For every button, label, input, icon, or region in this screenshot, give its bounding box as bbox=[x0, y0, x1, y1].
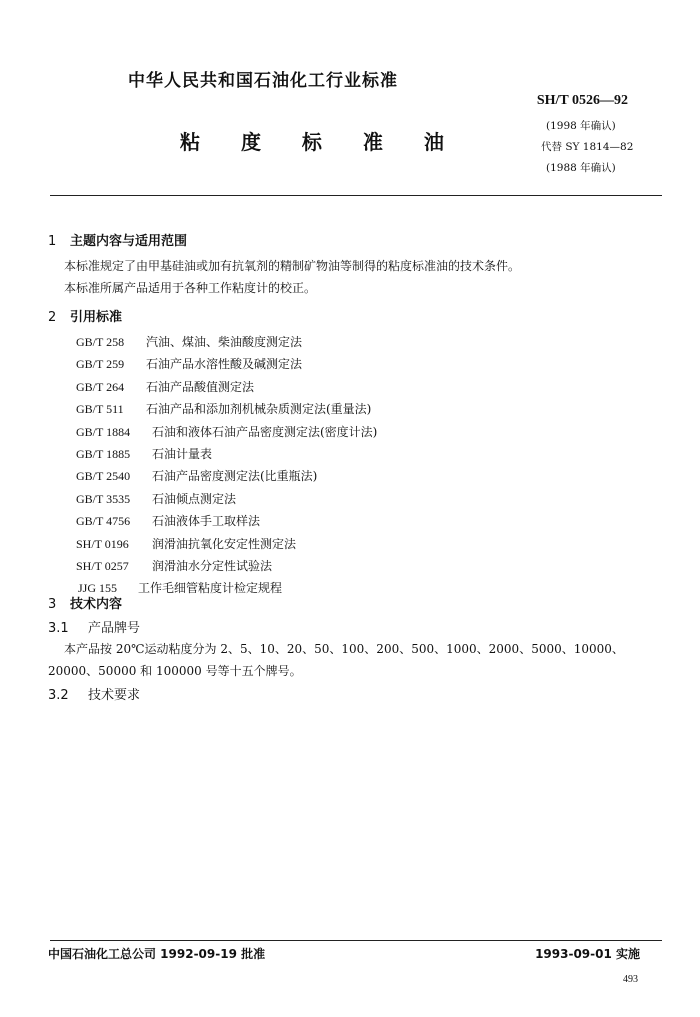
reference-item bbox=[76, 443, 377, 465]
reference-name: 工作毛细管粘度计检定规程 bbox=[138, 581, 283, 596]
grade-paragraph-line: 20000、50000 和 100000 号等十五个牌号。 bbox=[48, 664, 302, 678]
section-1-paragraph: 本标准规定了由甲基硅油或加有抗氧剂的精制矿物油等制得的粘度标准油的技术条件。 bbox=[64, 259, 521, 273]
reference-name: 石油产品密度测定法(比重瓶法) bbox=[152, 469, 318, 484]
reference-item bbox=[76, 376, 377, 398]
header-rule bbox=[50, 195, 662, 196]
reference-code: SH/T 0196 bbox=[76, 536, 129, 551]
reference-item bbox=[76, 465, 377, 487]
reference-item bbox=[76, 421, 377, 443]
standard-meta bbox=[541, 116, 651, 179]
reference-code: GB/T 258 bbox=[76, 335, 125, 349]
reference-name: 石油计量表 bbox=[152, 446, 213, 461]
reference-name: 石油倾点测定法 bbox=[152, 491, 237, 506]
reference-code: SH/T 0257 bbox=[76, 558, 129, 573]
reference-name: 石油液体手工取样法 bbox=[152, 514, 261, 529]
grade-paragraph-line: 本产品按 20℃运动粘度分为 2、5、10、20、50、100、200、500、1000、2000、5000、10000、 bbox=[64, 642, 624, 656]
reference-code: GB/T 1885 bbox=[76, 446, 131, 461]
reference-item bbox=[76, 353, 377, 375]
reference-code: GB/T 264 bbox=[76, 379, 125, 394]
reference-name: 汽油、煤油、柴油酸度测定法 bbox=[146, 335, 303, 349]
reference-item bbox=[76, 398, 377, 420]
subsection-3-2-title: 技术要求 bbox=[88, 688, 141, 703]
section-1-paragraph: 本标准所属产品适用于各种工作粘度计的校正。 bbox=[64, 281, 317, 295]
page-number: 493 bbox=[623, 974, 638, 985]
reference-item bbox=[76, 555, 377, 577]
standard-series: 中华人民共和国石油化工行业标准 bbox=[128, 71, 398, 91]
subsection-3-2-number: 3.2 bbox=[48, 688, 69, 703]
reference-name: 润滑油抗氧化安定性测定法 bbox=[152, 536, 297, 551]
reference-name: 石油产品和添加剂机械杂质测定法(重量法) bbox=[146, 402, 372, 417]
section-2-heading bbox=[48, 306, 122, 325]
footer-rule bbox=[50, 940, 662, 941]
standard-title: 粘 度 标 准 油 bbox=[180, 130, 461, 154]
standard-number: SH/T 0526—92 bbox=[536, 93, 628, 108]
reference-item bbox=[76, 533, 377, 555]
reference-list bbox=[76, 331, 377, 600]
reference-code: GB/T 259 bbox=[76, 357, 125, 372]
replaces-note: 代替 SY 1814—82 bbox=[541, 141, 634, 153]
section-3-number: 3 bbox=[48, 597, 57, 612]
subsection-3-2-heading bbox=[48, 684, 140, 703]
subsection-3-1-title: 产品牌号 bbox=[88, 621, 141, 636]
confirm-note: (1998 年确认) bbox=[546, 120, 616, 132]
reference-code: GB/T 1884 bbox=[76, 424, 131, 439]
reference-code: JJG 155 bbox=[78, 581, 118, 596]
reference-item bbox=[76, 331, 377, 353]
section-3-heading bbox=[48, 593, 122, 612]
reference-name: 石油产品酸值测定法 bbox=[146, 379, 255, 394]
reference-code: GB/T 2540 bbox=[76, 469, 131, 484]
section-1-title: 主题内容与适用范围 bbox=[70, 234, 188, 249]
reference-code: GB/T 511 bbox=[76, 402, 124, 417]
section-2-title: 引用标准 bbox=[70, 310, 123, 325]
section-1-heading bbox=[48, 230, 187, 249]
section-3-title: 技术内容 bbox=[70, 597, 123, 612]
subsection-3-1-heading bbox=[48, 617, 140, 636]
confirm-note-old: (1988 年确认) bbox=[546, 162, 616, 174]
reference-name: 石油和液体石油产品密度测定法(密度计法) bbox=[152, 424, 378, 439]
reference-name: 润滑油水分定性试验法 bbox=[152, 558, 273, 573]
approval-note: 中国石油化工总公司 1992-09-19 批准 bbox=[48, 947, 266, 961]
implementation-note: 1993-09-01 实施 bbox=[535, 947, 640, 961]
reference-name: 石油产品水溶性酸及碱测定法 bbox=[146, 357, 303, 372]
reference-code: GB/T 3535 bbox=[76, 491, 131, 506]
section-2-number: 2 bbox=[48, 310, 57, 325]
reference-item bbox=[76, 488, 377, 510]
subsection-3-1-number: 3.1 bbox=[48, 621, 69, 636]
section-1-number: 1 bbox=[48, 234, 57, 249]
reference-item bbox=[76, 510, 377, 532]
reference-code: GB/T 4756 bbox=[76, 514, 131, 529]
